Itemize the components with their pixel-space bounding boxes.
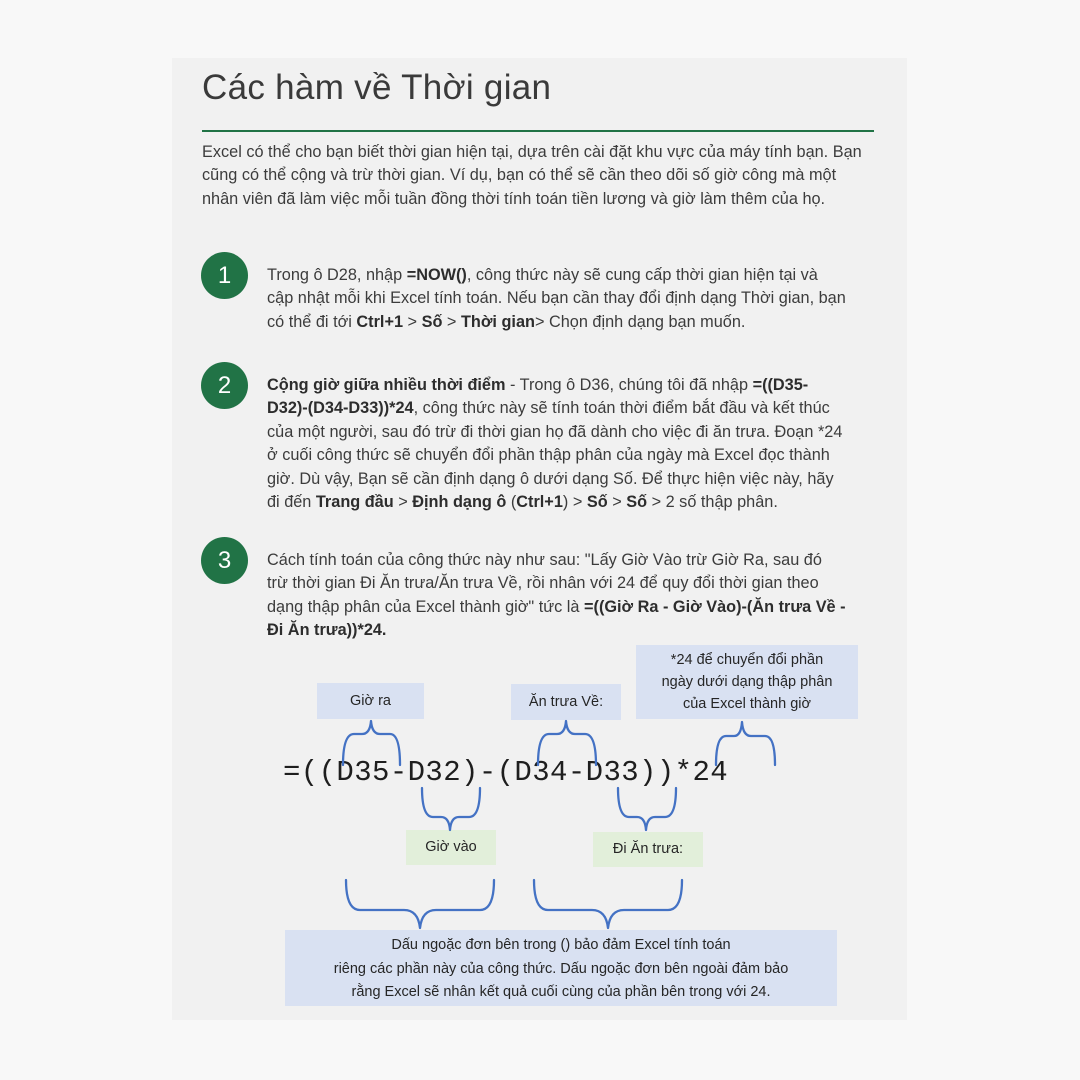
step-3-text: Cách tính toán của công thức này như sau: "Lấy Giờ Vào trừ Giờ Ra, sau đó trừ thời gian Đi Ăn trưa/Ăn trưa Về, rồi nhân với 24 để quy đổi thời gian theo dạng thập phân của Excel thành giờ" tức là =((Giờ Ra - Giờ Vào)-(Ăn trưa Về - Đi Ăn trưa))*24. <box>267 551 846 640</box>
label-parentheses-note: Dấu ngoặc đơn bên trong () bảo đảm Excel tính toán riêng các phần này của công thức. Dấu ngoặc đơn bên ngoài đảm bảo rằng Excel sẽ nhân kết quả cuối cùng của phần bên trong với 24. <box>285 930 837 1006</box>
brace-gio-vao <box>422 788 480 830</box>
step-1-badge: 1 <box>201 252 248 299</box>
formula-display: =((D35-D32)-(D34-D33))*24 <box>283 756 729 789</box>
brace-inner-left <box>346 880 494 928</box>
label-gio-ra: Giờ ra <box>317 683 424 719</box>
step-2-text: Cộng giờ giữa nhiều thời điểm - Trong ô D36, chúng tôi đã nhập =((D35-D32)-(D34-D33))*24, công thức này sẽ tính toán thời điểm bắt đầu và kết thúc của một người, sau đó trừ đi thời gian họ đã dành cho việc đi ăn trưa. Đoạn *24 ở cuối công thức sẽ chuyển đổi phần thập phân của ngày mà Excel đọc thành giờ. Dù vậy, Bạn sẽ cần định dạng ô dưới dạng Số. Để thực hiện việc này, hãy đi đến Trang đầu > Định dạng ô (Ctrl+1) > Số > Số > 2 số thập phân. <box>267 376 843 512</box>
brace-inner-right <box>534 880 682 928</box>
page-title: Các hàm về Thời gian <box>202 68 552 107</box>
label-gio-vao: Giờ vào <box>406 830 496 865</box>
label-an-trua-ve: Ăn trưa Về: <box>511 684 621 720</box>
step-1-text: Trong ô D28, nhập =NOW(), công thức này sẽ cung cấp thời gian hiện tại và cập nhật mỗi khi Excel tính toán. Nếu bạn cần thay đổi định dạng Thời gian, bạn có thể đi tới Ctrl+1 > Số > Thời gian> Chọn định dạng bạn muốn. <box>267 266 846 331</box>
intro-paragraph: Excel có thể cho bạn biết thời gian hiện tại, dựa trên cài đặt khu vực của máy tính bạn. Bạn cũng có thể cộng và trừ thời gian. Ví dụ, bạn có thể sẽ cần theo dõi số giờ công mà một nhân viên đã làm việc mỗi tuần đồng thời tính toán tiền lương và giờ làm thêm của họ. <box>202 143 862 208</box>
brace-an-trua-ve <box>538 721 596 765</box>
label-di-an-trua: Đi Ăn trưa: <box>593 832 703 867</box>
step-2-badge: 2 <box>201 362 248 409</box>
step-3-badge: 3 <box>201 537 248 584</box>
brace-multiply <box>716 722 775 765</box>
label-multiply-note: *24 để chuyển đổi phần ngày dưới dạng thập phân của Excel thành giờ <box>636 645 858 719</box>
brace-gio-ra <box>343 721 400 765</box>
brace-di-an-trua <box>618 788 676 830</box>
